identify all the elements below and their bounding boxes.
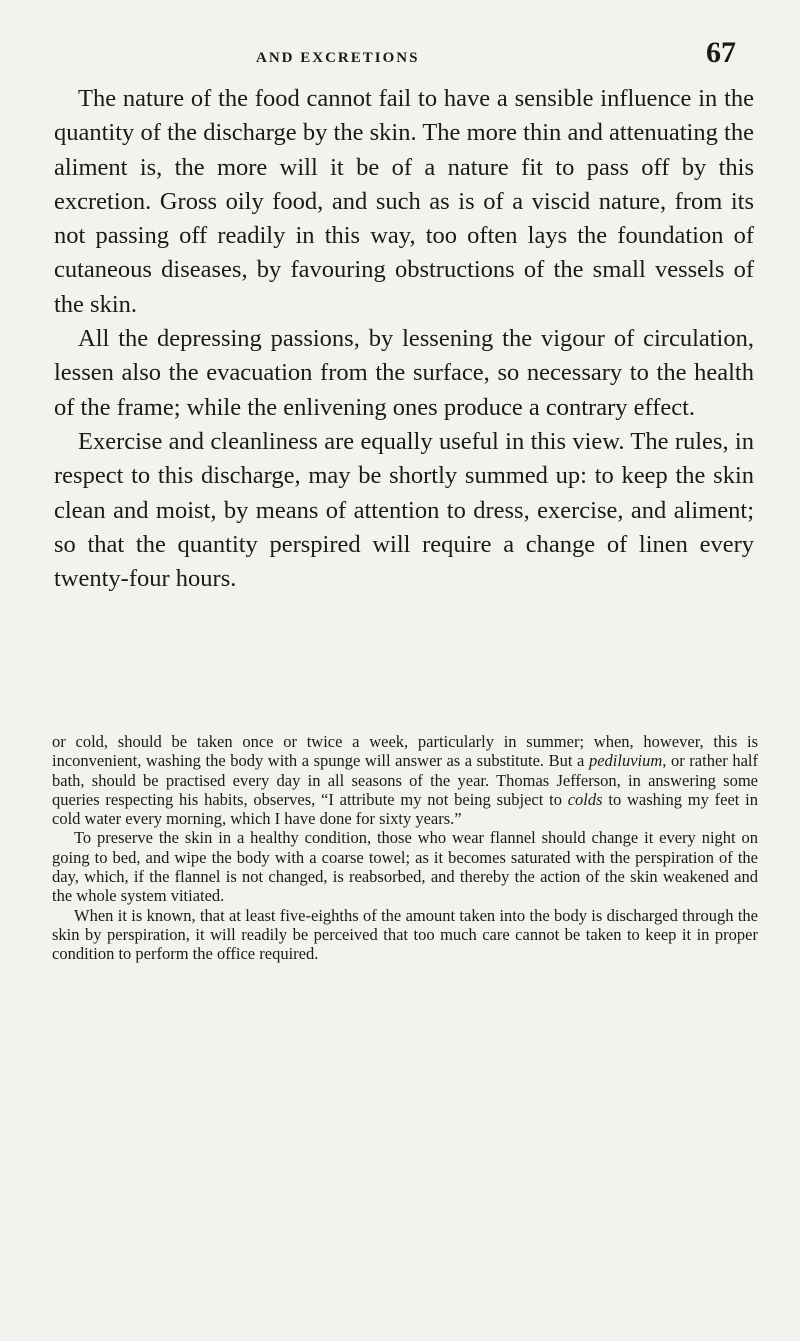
footnote-colds: colds bbox=[567, 789, 603, 809]
page-number: 67 bbox=[706, 36, 736, 69]
main-text bbox=[54, 82, 754, 596]
footnote-pediluvium: pediluvium bbox=[588, 751, 663, 771]
footnote-bathing-text-b: , or rather half bath, should be practised every day in all seasons of the year. Thomas Jefferson, in answering some queries respecting his habits, observes, “I attribute my not being subject to bbox=[52, 751, 758, 809]
paragraph-exercise: Exercise and cleanliness are equally useful in this view. The rules, in respect to this discharge, may be shortly summed up: to keep the skin clean and moist, by means of attention to dress, exercise, and aliment; so that the quantity perspired will require a change of linen every twenty-four hours. bbox=[54, 427, 754, 593]
footnote-bathing bbox=[52, 732, 758, 828]
running-head: AND EXCRETIONS bbox=[256, 50, 420, 66]
footnote-flannel: To preserve the skin in a healthy condition, those who wear flannel should change it every night on going to bed, and wipe the body with a coarse towel; as it becomes saturated with the perspiration of the day, which, if the flannel is not changed, is reabsorbed, and thereby the action of the skin weakened and the whole system vitiated. bbox=[52, 828, 758, 906]
footnote-bathing-text-a: or cold, should be taken once or twice a week, particularly in summer; when, however, this is inconvenient, washing the body with a spunge will answer as a substitute. But a bbox=[52, 732, 758, 771]
footnote-bathing-text-c: to washing my feet in cold water every morning, which I have done for sixty years.” bbox=[52, 789, 758, 829]
footnote bbox=[52, 732, 758, 964]
footnote-perspiration: When it is known, that at least five-eighths of the amount taken into the body is discharged through the skin by perspiration, it will readily be perceived that too much care cannot be taken to keep it in proper condition to perform the office required. bbox=[52, 905, 758, 964]
paragraph-passions: All the depressing passions, by lessening the vigour of circulation, lessen also the evacuation from the surface, so necessary to the health of the frame; while the enlivening ones produce a contrary effect. bbox=[54, 325, 754, 421]
paragraph-food: The nature of the food cannot fail to have a sensible influence in the quantity of the discharge by the skin. The more thin and attenuating the aliment is, the more will it be of a nature fit to pass off by this excretion. Gross oily food, and such as is of a viscid nature, from its not passing off readily in this way, too often lays the foundation of cutaneous diseases, by favouring obstructions of the small vessels of the skin. bbox=[54, 85, 754, 318]
